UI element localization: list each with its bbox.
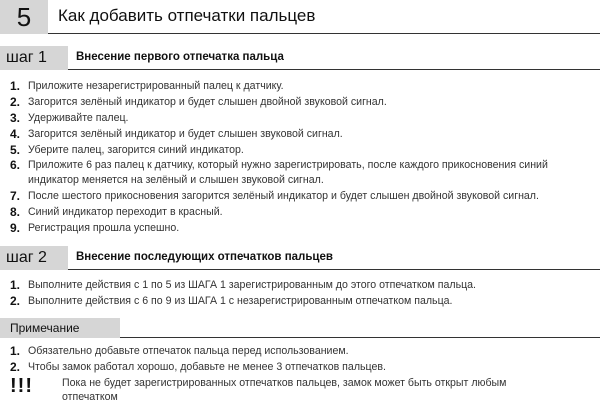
step1-label: шаг 1 — [0, 46, 68, 70]
list-item: 1. Приложите незарегистрированный палец к датчику. — [10, 79, 284, 93]
note-label: Примечание — [10, 321, 80, 335]
note-divider — [120, 337, 600, 338]
step2-divider — [68, 269, 600, 270]
step2-header — [0, 246, 600, 270]
list-item: 1. Выполните действия с 1 по 5 из ШАГА 1 зарегистрированным до этого отпечатком пальца. — [10, 278, 477, 292]
warning-text: Пока не будет зарегистрированных отпечатков пальцев, замок может быть открыт любым отпечатком — [62, 377, 507, 403]
list-item: 1. Обязательно добавьте отпечаток пальца перед использованием. — [10, 344, 349, 358]
note-header — [0, 318, 120, 338]
step2-list — [10, 277, 598, 309]
list-item: 2. Чтобы замок работал хорошо, добавьте не менее 3 отпечатков пальцев. — [10, 360, 386, 374]
step1-divider — [68, 69, 600, 70]
step1-title: Внесение первого отпечатка пальца — [76, 51, 284, 63]
list-item: 9. Регистрация прошла успешно. — [10, 221, 180, 235]
list-item: 5. Уберите палец, загорится синий индикатор. — [10, 143, 244, 157]
list-item: 2. Выполните действия с 6 по 9 из ШАГА 1 с незарегистрированным отпечатком пальца. — [10, 294, 453, 308]
list-item: 2. Загорится зелёный индикатор и будет слышен двойной звуковой сигнал. — [10, 95, 387, 109]
page-title: Как добавить отпечатки пальцев — [58, 6, 316, 25]
section-header — [0, 0, 600, 34]
list-item: 7. После шестого прикосновения загорится зелёный индикатор и будет слышен двойной звуковой сигнал. — [10, 189, 539, 203]
list-item: 4. Загорится зелёный индикатор и будет слышен звуковой сигнал. — [10, 127, 343, 141]
list-item: 6. Приложите 6 раз палец к датчику, который нужно зарегистрировать, после каждого прикосновения синий индикатор меняется на зелёный и слышен звуковой сигнал. — [10, 158, 548, 186]
list-item: 8. Синий индикатор переходит в красный. — [10, 205, 223, 219]
step2-title: Внесение последующих отпечатков пальцев — [76, 251, 333, 263]
note-list — [10, 343, 598, 375]
step1-header — [0, 46, 600, 70]
warning-icon: !!! — [10, 375, 33, 397]
step2-label: шаг 2 — [0, 246, 68, 270]
header-divider — [48, 33, 600, 34]
step1-list — [10, 78, 598, 236]
list-item: 3. Удерживайте палец. — [10, 111, 129, 125]
section-number: 5 — [0, 0, 48, 34]
